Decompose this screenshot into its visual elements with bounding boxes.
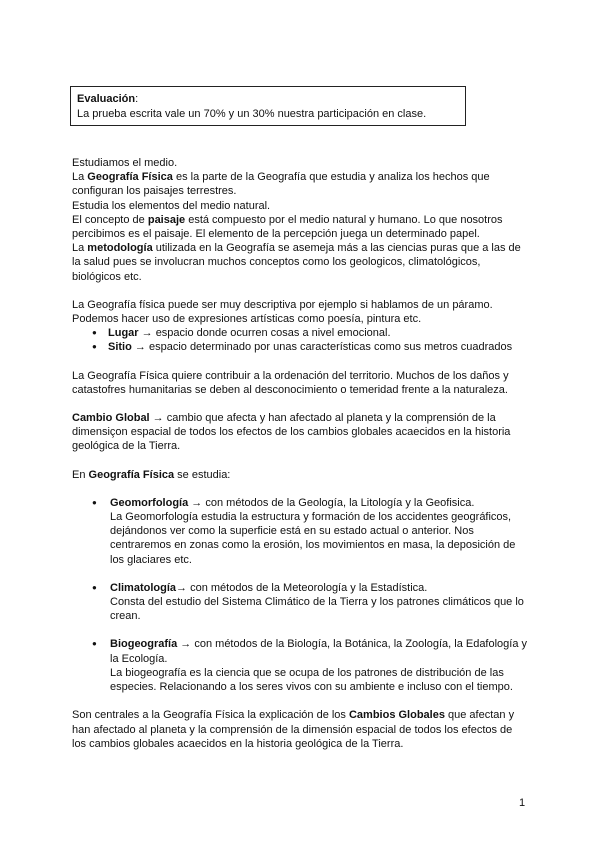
closing-term: Cambios Globales [348,709,445,722]
global-change-desc: cambio que afecta y han afectado al planeta y la comprensión de la dimensiçon espacial de todos los efectos de los cambios globales acaecidos en la historia geológica de la Tierra. [72,412,511,453]
intro-p4-a: El concepto de [72,213,148,226]
sitio-desc: espacio determinado por unas características como sus metros cuadrados [148,341,513,354]
lugar-term: Lugar [108,327,139,340]
climatologia-desc: con métodos de la Meteorología y la Estadística. [190,581,428,594]
global-change-paragraph [72,411,528,454]
geomorfologia-desc: con métodos de la Geología, la Litología y la Geofisica. [205,496,475,509]
geomorfologia-arrow: → [188,496,206,509]
geomorfologia-detail: La Geomorfología estudia la estructura y formación de los accidentes geográficos, dejándonos ver como la superficie está en su estado actual o anterior. Nos centraremos en zonas como la erosión, los movimientos en masa, la deposición de los glaciares etc. [110,511,516,566]
global-change-arrow: → [149,412,167,425]
territory-paragraph: La Geografía Física quiere contribuir a la ordenación del territorio. Muchos de los daños y catastofres humanitarias se deben al desconocimiento o temeridad frente a la naturaleza. [72,369,509,396]
closing-c: que afectan y han afectado al planeta y la comprensión de la dimensión espacial de todos los efectos de los cambios globales acaecidos en la historia geológica de la Tierra. [72,709,515,750]
closing-paragraph [72,708,528,751]
descriptive-paragraph: La Geografía física puede ser muy descriptiva por ejemplo si hablamos de un páramo. Podemos hacer uso de expresiones artísticas como poesía, pintura etc. [72,298,493,326]
biogeografia-detail: La biogeografía es la ciencia que se ocupa de los patrones de distribución de las especies. Relacionando a los seres vivos con su ambiente e incluso con el tiempo. [110,666,513,694]
biogeografia-desc: con métodos de la Biología, la Botánica, la Zoología, la Edafología y la Ecología. [110,638,528,665]
intro-paragraph-geografia-fisica [72,170,528,198]
studies-list [72,496,528,694]
studies-intro [72,468,528,482]
evaluation-text: La prueba escrita vale un 70% y un 30% nuestra participación en clase. [77,108,427,120]
intro-p4-c: está compuesto por el medio natural y humano. Lo que nosotros percibimos es el paisaje. El elemento de la percepción juega un determinado papel. [72,213,503,241]
intro-p5-a: La [72,242,88,255]
lugar-sitio-list [72,326,528,354]
closing-a: Son centrales a la Geografía Física la explicación de los [72,709,349,722]
biogeografia-arrow: → [177,638,195,651]
evaluation-title [77,92,459,107]
list-item-climatologia [92,581,528,624]
geomorfologia-term: Geomorfología [110,496,189,509]
geomorfologia-heading [110,496,528,510]
intro-paragraph-metodologia [72,241,528,284]
list-item-biogeografia [92,637,528,694]
intro-line-1: Estudiamos el medio. [72,157,178,169]
global-change-term: Cambio Global [72,412,150,425]
climatologia-term: Climatología [110,581,177,594]
studies-intro-term: Geografía Física [88,468,175,481]
page-number: 1 [519,797,526,809]
list-item-lugar [92,326,528,340]
climatologia-heading [110,581,528,595]
biogeografia-heading [110,637,528,665]
lugar-arrow: → [138,327,156,340]
studies-intro-c: se estudia: [174,468,231,481]
evaluation-title-text: Evaluación [77,93,136,105]
intro-paragraph-paisaje [72,213,528,241]
lugar-desc: espacio donde ocurren cosas a nivel emocional. [155,327,391,340]
evaluation-colon: : [135,93,139,105]
sitio-term: Sitio [108,341,132,354]
climatologia-arrow: → [176,581,191,594]
intro-p5-c: utilizada en la Geografía se asemeja más a las ciencias puras que a las de la salud pues se involucran muchos conceptos como los geologicos, climatológicos, biológicos etc. [72,242,521,283]
studies-intro-a: En [72,468,89,481]
intro-p2-a: La [72,171,88,184]
biogeografia-term: Biogeografía [110,638,178,651]
evaluation-box [70,86,466,126]
climatologia-detail: Consta del estudio del Sistema Climático de la Tierra y los patrones climáticos que lo crean. [110,596,524,623]
intro-p4-term: paisaje [147,213,186,226]
intro-p2-term: Geografía Física [87,171,173,184]
list-item-sitio [92,340,528,354]
sitio-arrow: → [131,341,149,354]
list-item-geomorfologia [92,496,528,567]
intro-line-3: Estudia los elementos del medio natural. [72,199,271,212]
intro-p2-c: es la parte de la Geografía que estudia y analiza los hechos que configuran los paisajes terrestres. [72,171,490,198]
document-body [72,156,528,751]
intro-p5-term: metodología [87,242,153,255]
